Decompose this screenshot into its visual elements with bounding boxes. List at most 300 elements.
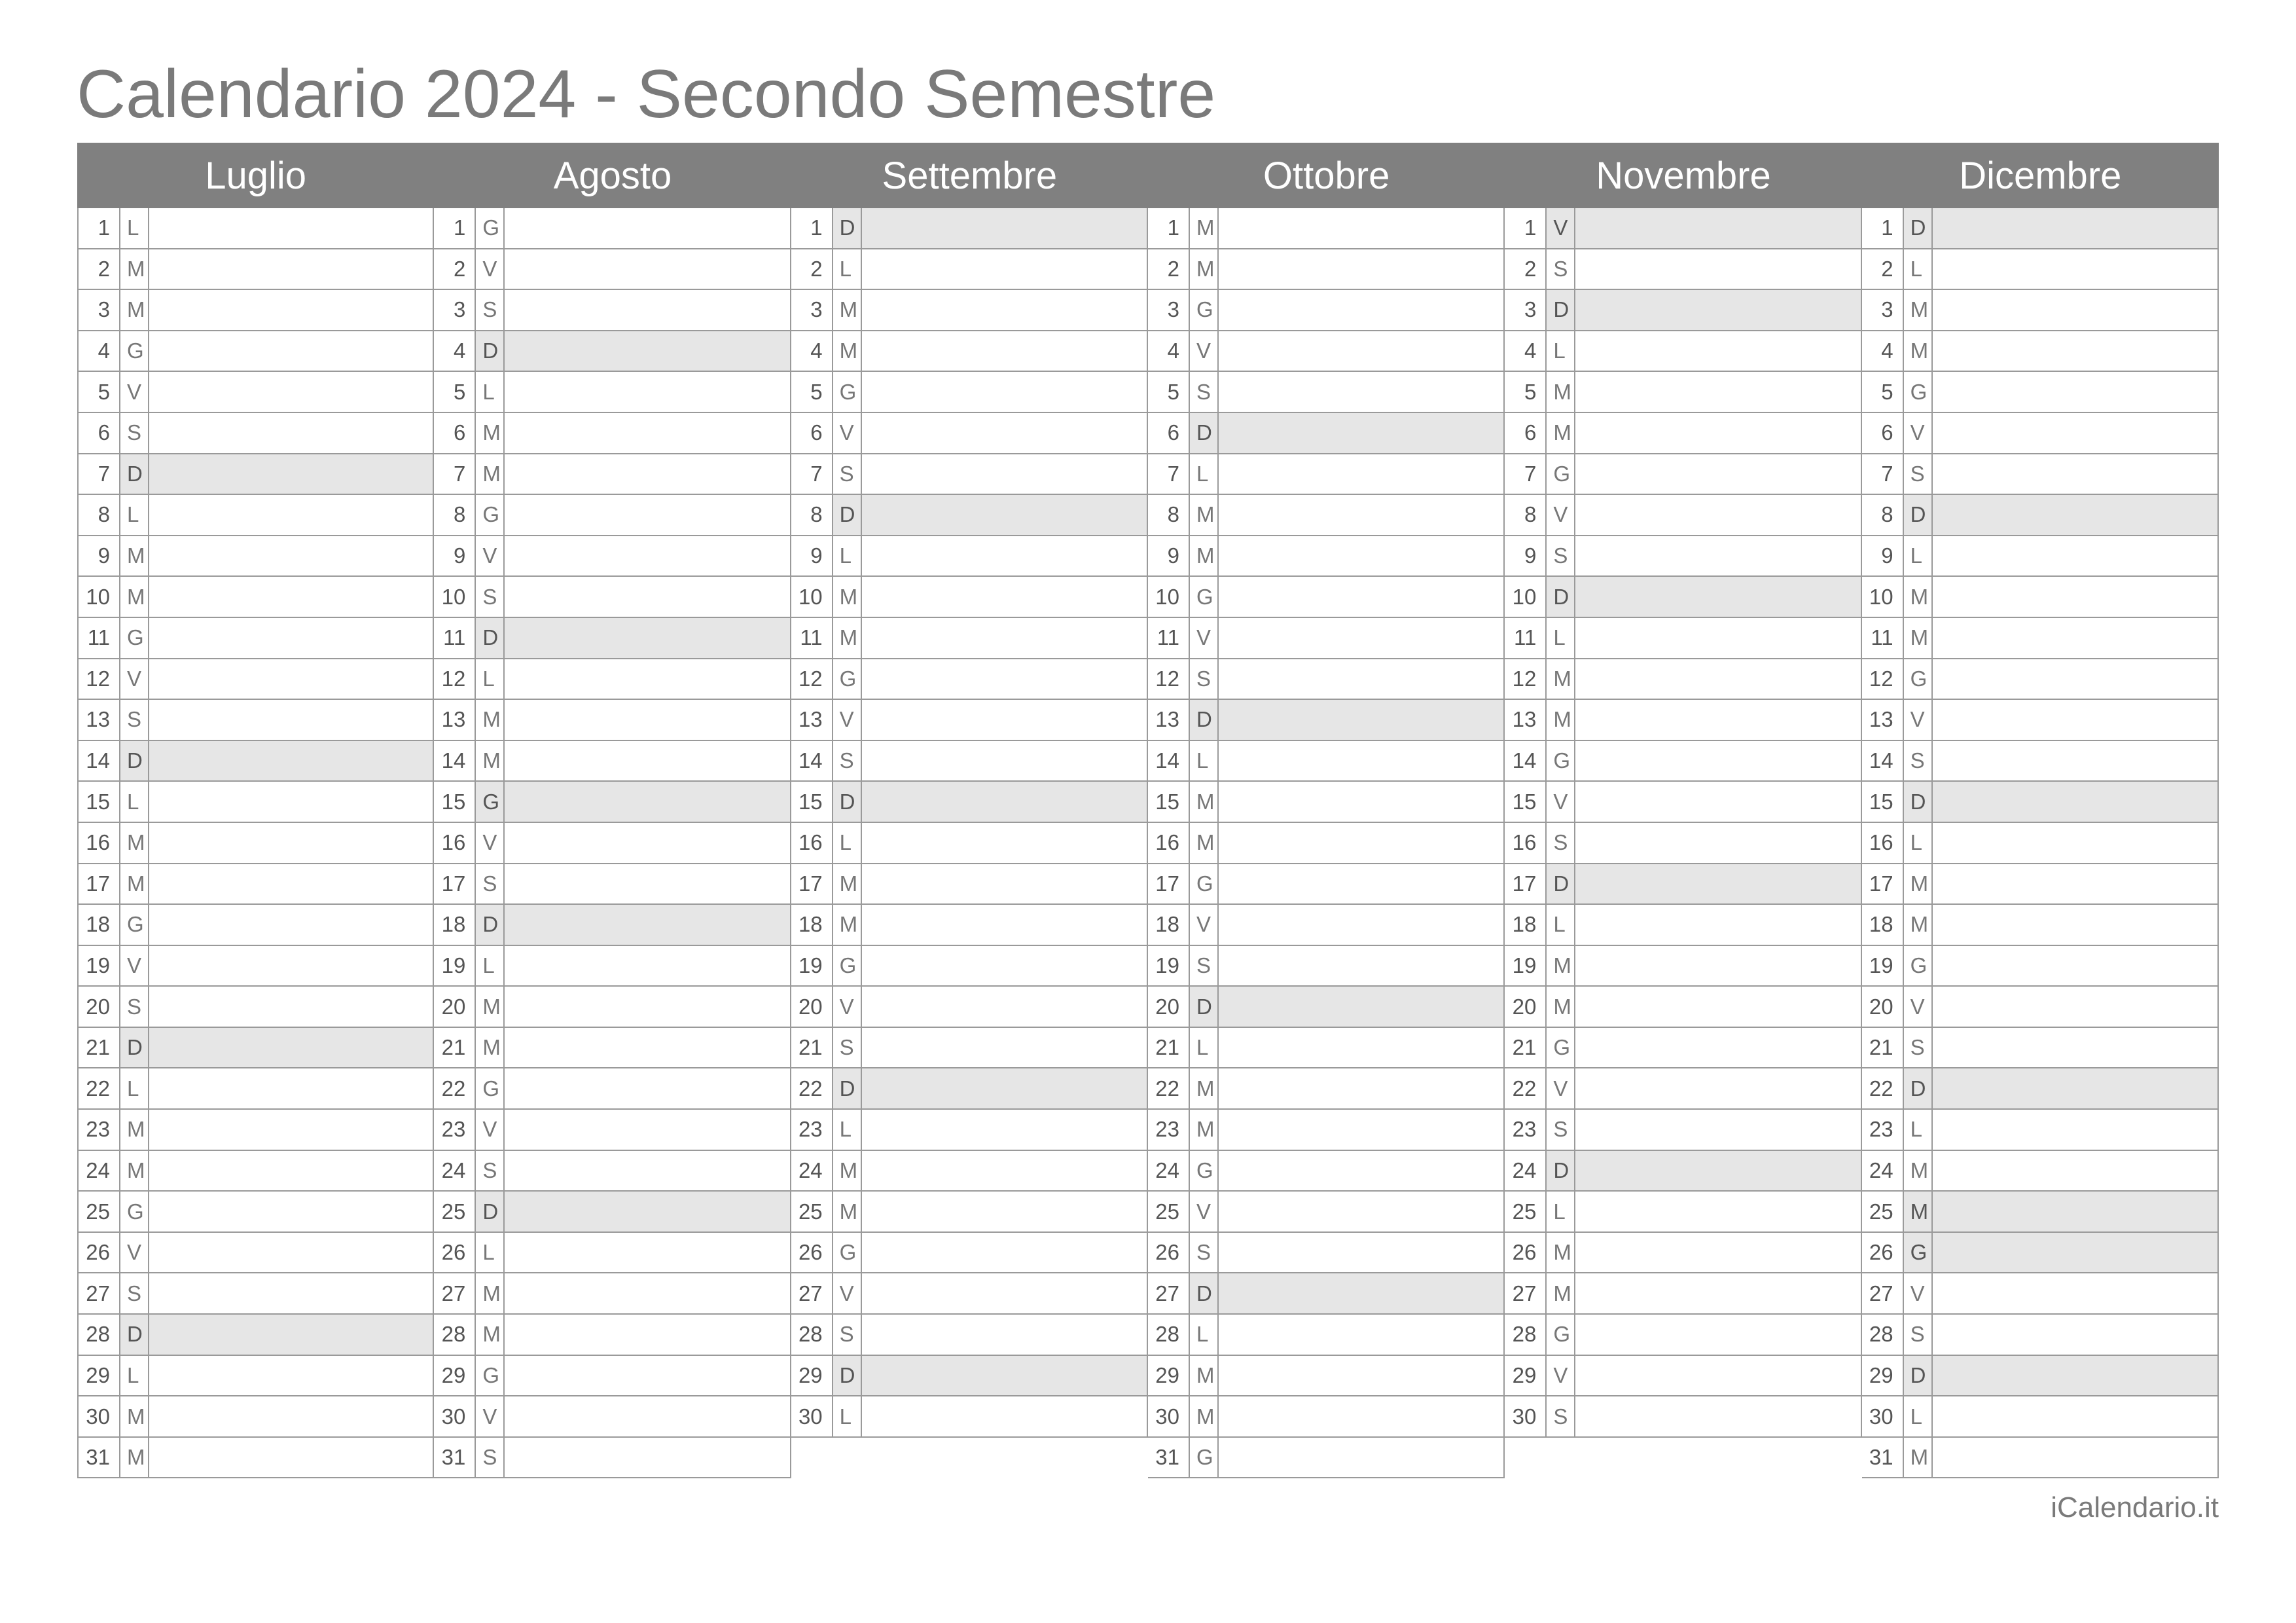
note-cell[interactable] <box>862 1068 1147 1108</box>
weekday-letter: S <box>1904 1028 1933 1068</box>
note-cell[interactable] <box>149 1028 433 1068</box>
note-cell[interactable] <box>149 987 433 1027</box>
note-cell[interactable] <box>1575 1110 1860 1150</box>
note-cell[interactable] <box>1219 454 1503 494</box>
note-cell[interactable] <box>862 987 1147 1027</box>
note-cell[interactable] <box>1575 905 1860 945</box>
day-row-holiday <box>1148 1273 1503 1315</box>
day-number: 14 <box>1505 741 1547 781</box>
note-cell[interactable] <box>1219 659 1503 699</box>
weekday-letter: D <box>1547 290 1575 330</box>
note-cell[interactable] <box>505 290 789 330</box>
day-number: 23 <box>79 1110 120 1150</box>
note-cell[interactable] <box>1575 1356 1860 1396</box>
note-cell[interactable] <box>1575 1192 1860 1231</box>
note-cell[interactable] <box>505 536 789 576</box>
note-cell[interactable] <box>1219 495 1503 535</box>
day-number: 26 <box>79 1233 120 1273</box>
note-cell[interactable] <box>505 372 789 412</box>
day-row <box>434 454 789 496</box>
note-cell[interactable] <box>862 1396 1147 1436</box>
day-row <box>1148 782 1503 823</box>
day-row <box>434 577 789 618</box>
day-row <box>434 536 789 577</box>
note-cell[interactable] <box>1933 1151 2217 1191</box>
note-cell[interactable] <box>505 1356 789 1396</box>
day-number: 16 <box>1148 823 1190 863</box>
note-cell[interactable] <box>1219 290 1503 330</box>
day-number: 9 <box>791 536 833 576</box>
note-cell[interactable] <box>1933 618 2217 658</box>
day-row <box>434 1151 789 1192</box>
note-cell[interactable] <box>1933 1356 2217 1396</box>
note-cell[interactable] <box>1575 946 1860 986</box>
note-cell[interactable] <box>149 495 433 535</box>
note-cell[interactable] <box>862 1356 1147 1396</box>
note-cell[interactable] <box>149 1068 433 1108</box>
note-cell[interactable] <box>1933 782 2217 822</box>
note-cell[interactable] <box>862 782 1147 822</box>
weekday-letter: D <box>833 782 862 822</box>
day-number: 11 <box>791 618 833 658</box>
note-cell[interactable] <box>1575 700 1860 740</box>
note-cell[interactable] <box>149 1315 433 1355</box>
day-number: 30 <box>79 1396 120 1436</box>
note-cell[interactable] <box>862 1233 1147 1273</box>
note-cell[interactable] <box>505 987 789 1027</box>
weekday-letter: M <box>833 290 862 330</box>
note-cell[interactable] <box>1219 700 1503 740</box>
note-cell[interactable] <box>149 700 433 740</box>
note-cell[interactable] <box>1933 1068 2217 1108</box>
day-row <box>1505 1273 1860 1315</box>
day-row <box>1148 454 1503 496</box>
note-cell[interactable] <box>505 700 789 740</box>
weekday-letter: M <box>833 1151 862 1191</box>
day-row <box>791 987 1147 1028</box>
weekday-letter: L <box>1904 1110 1933 1150</box>
note-cell[interactable] <box>862 905 1147 945</box>
note-cell[interactable] <box>1219 1315 1503 1355</box>
weekday-letter: L <box>1904 249 1933 289</box>
note-cell[interactable] <box>1933 741 2217 781</box>
note-cell[interactable] <box>1933 1438 2217 1478</box>
note-cell[interactable] <box>1219 413 1503 453</box>
day-list <box>1862 208 2219 1478</box>
note-cell[interactable] <box>1219 249 1503 289</box>
note-cell[interactable] <box>1933 208 2217 248</box>
day-row <box>1862 618 2217 659</box>
day-number: 20 <box>1862 987 1904 1027</box>
note-cell[interactable] <box>505 905 789 945</box>
note-cell[interactable] <box>1575 290 1860 330</box>
weekday-letter: S <box>120 700 149 740</box>
weekday-letter: G <box>1190 864 1219 904</box>
note-cell[interactable] <box>1575 1028 1860 1068</box>
day-row <box>1505 946 1860 987</box>
note-cell[interactable] <box>505 659 789 699</box>
note-cell[interactable] <box>505 1028 789 1068</box>
note-cell[interactable] <box>1219 1356 1503 1396</box>
day-number: 6 <box>79 413 120 453</box>
note-cell[interactable] <box>1575 577 1860 617</box>
weekday-letter: G <box>1547 1028 1575 1068</box>
note-cell[interactable] <box>862 1110 1147 1150</box>
note-cell[interactable] <box>1575 208 1860 248</box>
day-number: 15 <box>434 782 476 822</box>
day-number: 31 <box>1148 1438 1190 1478</box>
note-cell[interactable] <box>1933 413 2217 453</box>
note-cell[interactable] <box>505 208 789 248</box>
day-row <box>434 372 789 413</box>
day-number: 10 <box>1862 577 1904 617</box>
weekday-letter: L <box>1190 1315 1219 1355</box>
weekday-letter: L <box>833 536 862 576</box>
note-cell[interactable] <box>1933 1110 2217 1150</box>
note-cell[interactable] <box>505 1438 789 1478</box>
weekday-letter: S <box>1190 1233 1219 1273</box>
weekday-letter: V <box>1904 413 1933 453</box>
note-cell[interactable] <box>1575 454 1860 494</box>
day-row <box>1862 1028 2217 1069</box>
day-number: 2 <box>1505 249 1547 289</box>
day-number: 6 <box>1148 413 1190 453</box>
day-row <box>1505 1233 1860 1274</box>
note-cell[interactable] <box>1575 1151 1860 1191</box>
note-cell[interactable] <box>862 536 1147 576</box>
note-cell[interactable] <box>1933 946 2217 986</box>
note-cell[interactable] <box>505 1273 789 1313</box>
note-cell[interactable] <box>149 905 433 945</box>
note-cell[interactable] <box>1219 946 1503 986</box>
weekday-letter: S <box>1904 1315 1933 1355</box>
day-row <box>79 577 433 618</box>
day-number: 29 <box>1505 1356 1547 1396</box>
note-cell[interactable] <box>1219 1192 1503 1231</box>
note-cell[interactable] <box>505 413 789 453</box>
note-cell[interactable] <box>1933 536 2217 576</box>
note-cell[interactable] <box>1575 249 1860 289</box>
note-cell[interactable] <box>1575 864 1860 904</box>
note-cell[interactable] <box>1933 905 2217 945</box>
note-cell[interactable] <box>149 823 433 863</box>
note-cell[interactable] <box>149 1273 433 1313</box>
day-row <box>1505 1315 1860 1356</box>
day-row <box>791 946 1147 987</box>
note-cell[interactable] <box>1219 618 1503 658</box>
note-cell[interactable] <box>505 1151 789 1191</box>
weekday-letter: V <box>1904 1273 1933 1313</box>
day-number: 15 <box>1148 782 1190 822</box>
note-cell[interactable] <box>1219 1110 1503 1150</box>
note-cell[interactable] <box>149 741 433 781</box>
note-cell[interactable] <box>149 536 433 576</box>
day-number: 3 <box>791 290 833 330</box>
note-cell[interactable] <box>1575 987 1860 1027</box>
day-number: 9 <box>79 536 120 576</box>
note-cell[interactable] <box>1219 905 1503 945</box>
weekday-letter: G <box>1547 454 1575 494</box>
note-cell[interactable] <box>862 700 1147 740</box>
day-number: 24 <box>434 1151 476 1191</box>
note-cell[interactable] <box>1575 331 1860 371</box>
note-cell[interactable] <box>149 372 433 412</box>
note-cell[interactable] <box>1219 741 1503 781</box>
note-cell[interactable] <box>149 1233 433 1273</box>
day-number: 27 <box>434 1273 476 1313</box>
note-cell[interactable] <box>505 782 789 822</box>
note-cell[interactable] <box>149 782 433 822</box>
note-cell[interactable] <box>1933 1192 2217 1231</box>
day-number: 8 <box>1862 495 1904 535</box>
month-header: Ottobre <box>1148 143 1505 208</box>
note-cell[interactable] <box>862 946 1147 986</box>
note-cell[interactable] <box>1219 1233 1503 1273</box>
note-cell[interactable] <box>1575 1396 1860 1436</box>
note-cell[interactable] <box>1575 1273 1860 1313</box>
day-row-holiday <box>1148 700 1503 741</box>
note-cell[interactable] <box>1933 331 2217 371</box>
note-cell[interactable] <box>1219 577 1503 617</box>
day-number: 2 <box>434 249 476 289</box>
note-cell[interactable] <box>149 454 433 494</box>
day-row <box>791 290 1147 331</box>
note-cell[interactable] <box>862 1028 1147 1068</box>
note-cell[interactable] <box>505 1068 789 1108</box>
note-cell[interactable] <box>505 1396 789 1436</box>
day-row <box>791 331 1147 373</box>
note-cell[interactable] <box>149 290 433 330</box>
note-cell[interactable] <box>1933 987 2217 1027</box>
day-number: 7 <box>79 454 120 494</box>
weekday-letter: L <box>1904 823 1933 863</box>
note-cell[interactable] <box>1575 495 1860 535</box>
note-cell[interactable] <box>862 290 1147 330</box>
weekday-letter: M <box>476 741 505 781</box>
note-cell[interactable] <box>1933 290 2217 330</box>
day-number: 25 <box>79 1192 120 1231</box>
note-cell[interactable] <box>1933 1028 2217 1068</box>
day-number: 7 <box>791 454 833 494</box>
note-cell[interactable] <box>1219 864 1503 904</box>
note-cell[interactable] <box>862 1315 1147 1355</box>
note-cell[interactable] <box>1933 249 2217 289</box>
note-cell[interactable] <box>1933 372 2217 412</box>
note-cell[interactable] <box>1933 1396 2217 1436</box>
note-cell[interactable] <box>1933 659 2217 699</box>
note-cell[interactable] <box>862 864 1147 904</box>
note-cell[interactable] <box>505 331 789 371</box>
note-cell[interactable] <box>1219 1068 1503 1108</box>
note-cell[interactable] <box>505 946 789 986</box>
note-cell[interactable] <box>862 208 1147 248</box>
note-cell[interactable] <box>149 1438 433 1478</box>
note-cell[interactable] <box>1575 1068 1860 1108</box>
note-cell[interactable] <box>149 659 433 699</box>
day-number: 23 <box>1862 1110 1904 1150</box>
note-cell[interactable] <box>1575 618 1860 658</box>
day-number: 16 <box>791 823 833 863</box>
day-row <box>791 864 1147 905</box>
note-cell[interactable] <box>149 249 433 289</box>
note-cell[interactable] <box>149 1356 433 1396</box>
day-list <box>77 208 434 1478</box>
day-row <box>1505 1110 1860 1151</box>
note-cell[interactable] <box>1575 536 1860 576</box>
note-cell[interactable] <box>505 864 789 904</box>
weekday-letter: M <box>1547 987 1575 1027</box>
note-cell[interactable] <box>505 1233 789 1273</box>
note-cell[interactable] <box>862 249 1147 289</box>
day-number: 18 <box>1862 905 1904 945</box>
note-cell[interactable] <box>149 1110 433 1150</box>
weekday-letter: M <box>833 577 862 617</box>
note-cell[interactable] <box>862 577 1147 617</box>
weekday-letter: M <box>476 1028 505 1068</box>
weekday-letter: S <box>1547 1396 1575 1436</box>
note-cell[interactable] <box>1219 1396 1503 1436</box>
note-cell[interactable] <box>1933 454 2217 494</box>
day-row <box>79 1068 433 1110</box>
note-cell[interactable] <box>505 823 789 863</box>
day-number: 19 <box>434 946 476 986</box>
note-cell[interactable] <box>1933 864 2217 904</box>
note-cell[interactable] <box>862 1273 1147 1313</box>
month-column <box>1148 143 1505 1478</box>
note-cell[interactable] <box>1575 823 1860 863</box>
note-cell[interactable] <box>862 618 1147 658</box>
note-cell[interactable] <box>1219 987 1503 1027</box>
note-cell[interactable] <box>1575 741 1860 781</box>
day-number: 11 <box>1862 618 1904 658</box>
note-cell[interactable] <box>862 741 1147 781</box>
day-row <box>1148 1233 1503 1274</box>
note-cell[interactable] <box>1219 331 1503 371</box>
day-row <box>1862 1110 2217 1151</box>
note-cell[interactable] <box>862 454 1147 494</box>
day-row <box>1148 741 1503 782</box>
day-number: 30 <box>791 1396 833 1436</box>
note-cell[interactable] <box>1575 782 1860 822</box>
note-cell[interactable] <box>1219 1028 1503 1068</box>
note-cell[interactable] <box>1933 577 2217 617</box>
note-cell[interactable] <box>862 495 1147 535</box>
note-cell[interactable] <box>1575 372 1860 412</box>
note-cell[interactable] <box>862 1192 1147 1231</box>
day-number: 17 <box>791 864 833 904</box>
day-row-holiday <box>434 618 789 659</box>
day-number: 21 <box>1862 1028 1904 1068</box>
day-number: 8 <box>434 495 476 535</box>
note-cell[interactable] <box>1219 208 1503 248</box>
weekday-letter: M <box>120 1151 149 1191</box>
weekday-letter: D <box>1547 1151 1575 1191</box>
day-number: 18 <box>434 905 476 945</box>
weekday-letter: L <box>120 495 149 535</box>
day-row <box>791 372 1147 413</box>
note-cell[interactable] <box>1219 782 1503 822</box>
day-number: 14 <box>79 741 120 781</box>
weekday-letter: M <box>1190 1356 1219 1396</box>
note-cell[interactable] <box>1933 1273 2217 1313</box>
day-number: 8 <box>1148 495 1190 535</box>
day-row <box>1862 1273 2217 1315</box>
day-number: 24 <box>1505 1151 1547 1191</box>
note-cell[interactable] <box>149 1192 433 1231</box>
note-cell[interactable] <box>1933 700 2217 740</box>
day-number: 13 <box>79 700 120 740</box>
note-cell[interactable] <box>862 1151 1147 1191</box>
note-cell[interactable] <box>1219 372 1503 412</box>
day-number: 21 <box>1148 1028 1190 1068</box>
note-cell[interactable] <box>149 413 433 453</box>
day-row <box>791 1028 1147 1069</box>
note-cell[interactable] <box>1933 495 2217 535</box>
day-row <box>434 1068 789 1110</box>
note-cell[interactable] <box>149 618 433 658</box>
day-number: 9 <box>1505 536 1547 576</box>
day-row <box>1862 987 2217 1028</box>
day-row <box>791 823 1147 864</box>
weekday-letter: V <box>1904 700 1933 740</box>
day-number: 26 <box>791 1233 833 1273</box>
note-cell[interactable] <box>1575 1315 1860 1355</box>
note-cell[interactable] <box>149 577 433 617</box>
day-number: 30 <box>1148 1396 1190 1436</box>
note-cell[interactable] <box>862 823 1147 863</box>
note-cell[interactable] <box>505 495 789 535</box>
note-cell[interactable] <box>505 1192 789 1231</box>
note-cell[interactable] <box>505 454 789 494</box>
day-row <box>1862 413 2217 454</box>
note-cell[interactable] <box>505 249 789 289</box>
note-cell[interactable] <box>149 1396 433 1436</box>
note-cell[interactable] <box>505 1110 789 1150</box>
note-cell[interactable] <box>862 372 1147 412</box>
note-cell[interactable] <box>149 946 433 986</box>
day-row <box>434 413 789 454</box>
note-cell[interactable] <box>1219 1273 1503 1313</box>
weekday-letter: V <box>476 536 505 576</box>
day-row <box>1505 659 1860 701</box>
note-cell[interactable] <box>1933 1315 2217 1355</box>
note-cell[interactable] <box>505 577 789 617</box>
note-cell[interactable] <box>1575 413 1860 453</box>
note-cell[interactable] <box>862 331 1147 371</box>
note-cell[interactable] <box>1575 1233 1860 1273</box>
note-cell[interactable] <box>1933 1233 2217 1273</box>
calendar-grid <box>77 143 2219 1478</box>
note-cell[interactable] <box>1219 823 1503 863</box>
note-cell[interactable] <box>1219 536 1503 576</box>
note-cell[interactable] <box>505 1315 789 1355</box>
note-cell[interactable] <box>149 208 433 248</box>
note-cell[interactable] <box>505 618 789 658</box>
note-cell[interactable] <box>149 331 433 371</box>
day-number: 1 <box>1505 208 1547 248</box>
note-cell[interactable] <box>862 659 1147 699</box>
weekday-letter: S <box>1190 372 1219 412</box>
note-cell[interactable] <box>1933 823 2217 863</box>
note-cell[interactable] <box>149 864 433 904</box>
note-cell[interactable] <box>862 413 1147 453</box>
note-cell[interactable] <box>1219 1151 1503 1191</box>
note-cell[interactable] <box>1575 659 1860 699</box>
note-cell[interactable] <box>149 1151 433 1191</box>
note-cell[interactable] <box>1219 1438 1503 1478</box>
note-cell[interactable] <box>505 741 789 781</box>
day-number: 10 <box>79 577 120 617</box>
